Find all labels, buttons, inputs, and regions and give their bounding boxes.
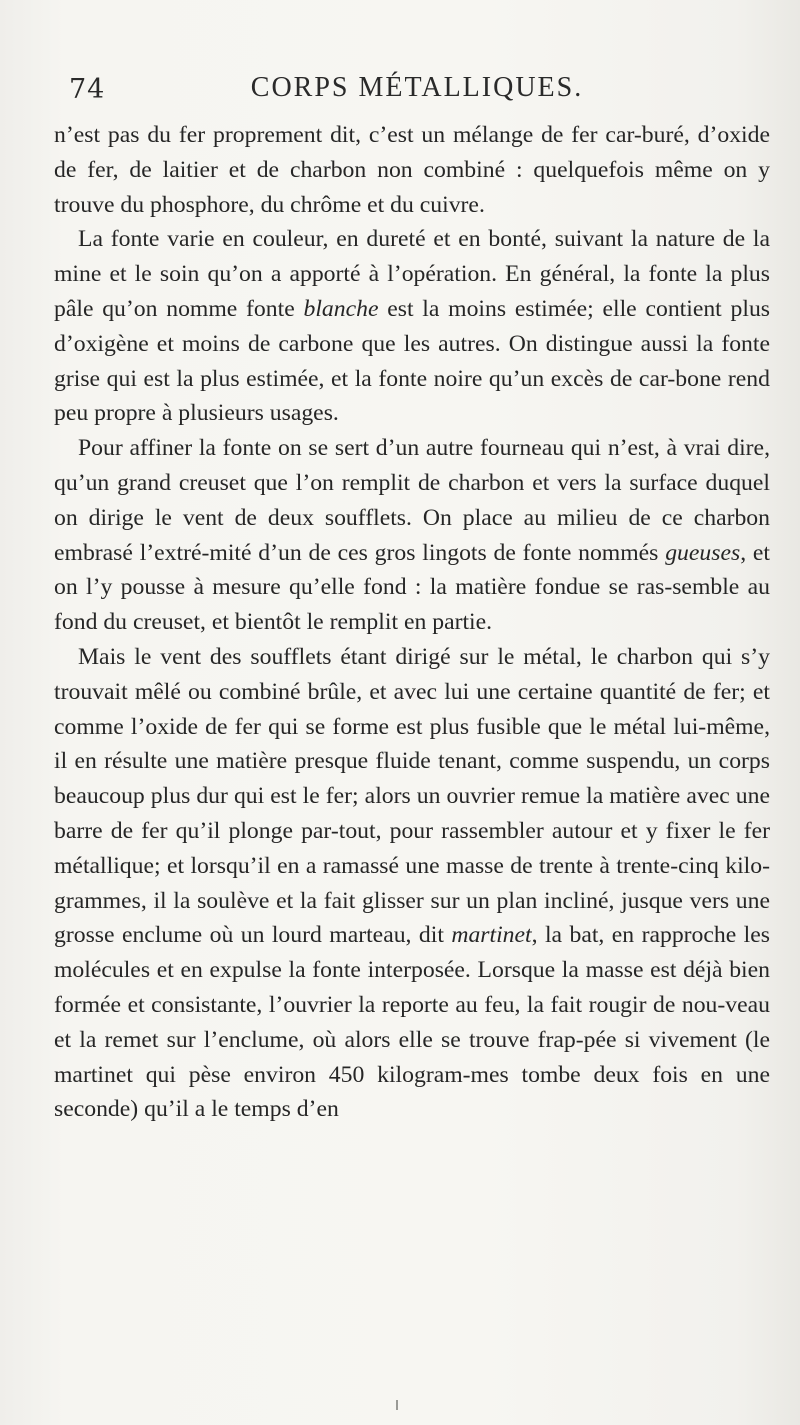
body-text: [54, 118, 770, 1127]
italic-term-gueuses: gueuses: [665, 539, 741, 566]
paragraph-text: Pour affiner la fonte on se sert d’un autre fourneau qui n’est, à vrai dire, qu’un grand creuset que l’on remplit de charbon et vers la surface duquel on dirige le vent de deux soufflets. On place au milieu de ce charbon embrasé l’extré-mité d’un de ces gros lingots de fonte nommés: [54, 435, 770, 566]
paragraph-affinage: [54, 431, 770, 640]
page-number: 74: [69, 74, 106, 105]
paragraph-fonte-varieties: [54, 222, 770, 431]
running-title: CORPS MÉTALLIQUES.: [250, 72, 584, 103]
paragraph-text: , la bat, en rapproche les molécules et en expulse la fonte interposée. Lorsque la masse est déjà bien formée et consistante, l’ouvrier la reporte au feu, la fait rougir de nou-veau et la remet sur l’enclume, où alors elle se trouve frap-pée si vivement (le martinet qui pèse environ 450 kilogram-mes tombe deux fois en une seconde) qu’il a le temps d’en: [54, 922, 771, 1123]
paragraph-text: La fonte varie en couleur, en dureté et en bonté, suivant la nature de la mine et le soin qu’on a apporté à l’opération. En général, la fonte la plus pâle qu’on nomme fonte: [54, 226, 770, 322]
italic-term-blanche: blanche: [303, 295, 379, 322]
page-header: [69, 70, 765, 112]
paragraph-martinet: [54, 640, 770, 1127]
paragraph-text: est la moins estimée; elle contient plus d’oxigène et moins de carbone que les autres. On distingue aussi la fonte grise qui est la plus estimée, et la fonte noire qu’un excès de car-bone rend peu propre à plusieurs usages.: [54, 295, 771, 427]
paragraph-text: n’est pas du fer proprement dit, c’est un mélange de fer car-buré, d’oxide de fer, de laitier et de charbon non combiné : quelquefois même on y trouve du phosphore, du chrôme et du cuivre.: [54, 122, 770, 218]
italic-term-martinet: martinet: [451, 922, 532, 949]
paragraph-text: Mais le vent des soufflets étant dirigé sur le métal, le charbon qui s’y trouvait mêlé ou combiné brûle, et avec lui une certaine quantité de fer; et comme l’oxide de fer qui se forme est plus fusible que le métal lui-même, il en résulte une matière presque fluide tenant, comme suspendu, un corps beaucoup plus dur qui est le fer; alors un ouvrier remue la matière avec une barre de fer qu’il plonge par-tout, pour rassembler autour et y fixer le fer métallique; et lorsqu’il en a ramassé une masse de trente à trente-cinq kilo-grammes, il la soulève et la fait glisser sur un plan incliné, jusque vers une grosse enclume où un lourd marteau, dit: [54, 643, 770, 949]
print-speck: [396, 1400, 398, 1410]
paragraph-text: , et on l’y pousse à mesure qu’elle fond : la matière fondue se ras-semble au fond du creuset, et bientôt le remplit en partie.: [54, 539, 770, 636]
paragraph-fonte-composition: [54, 118, 770, 222]
